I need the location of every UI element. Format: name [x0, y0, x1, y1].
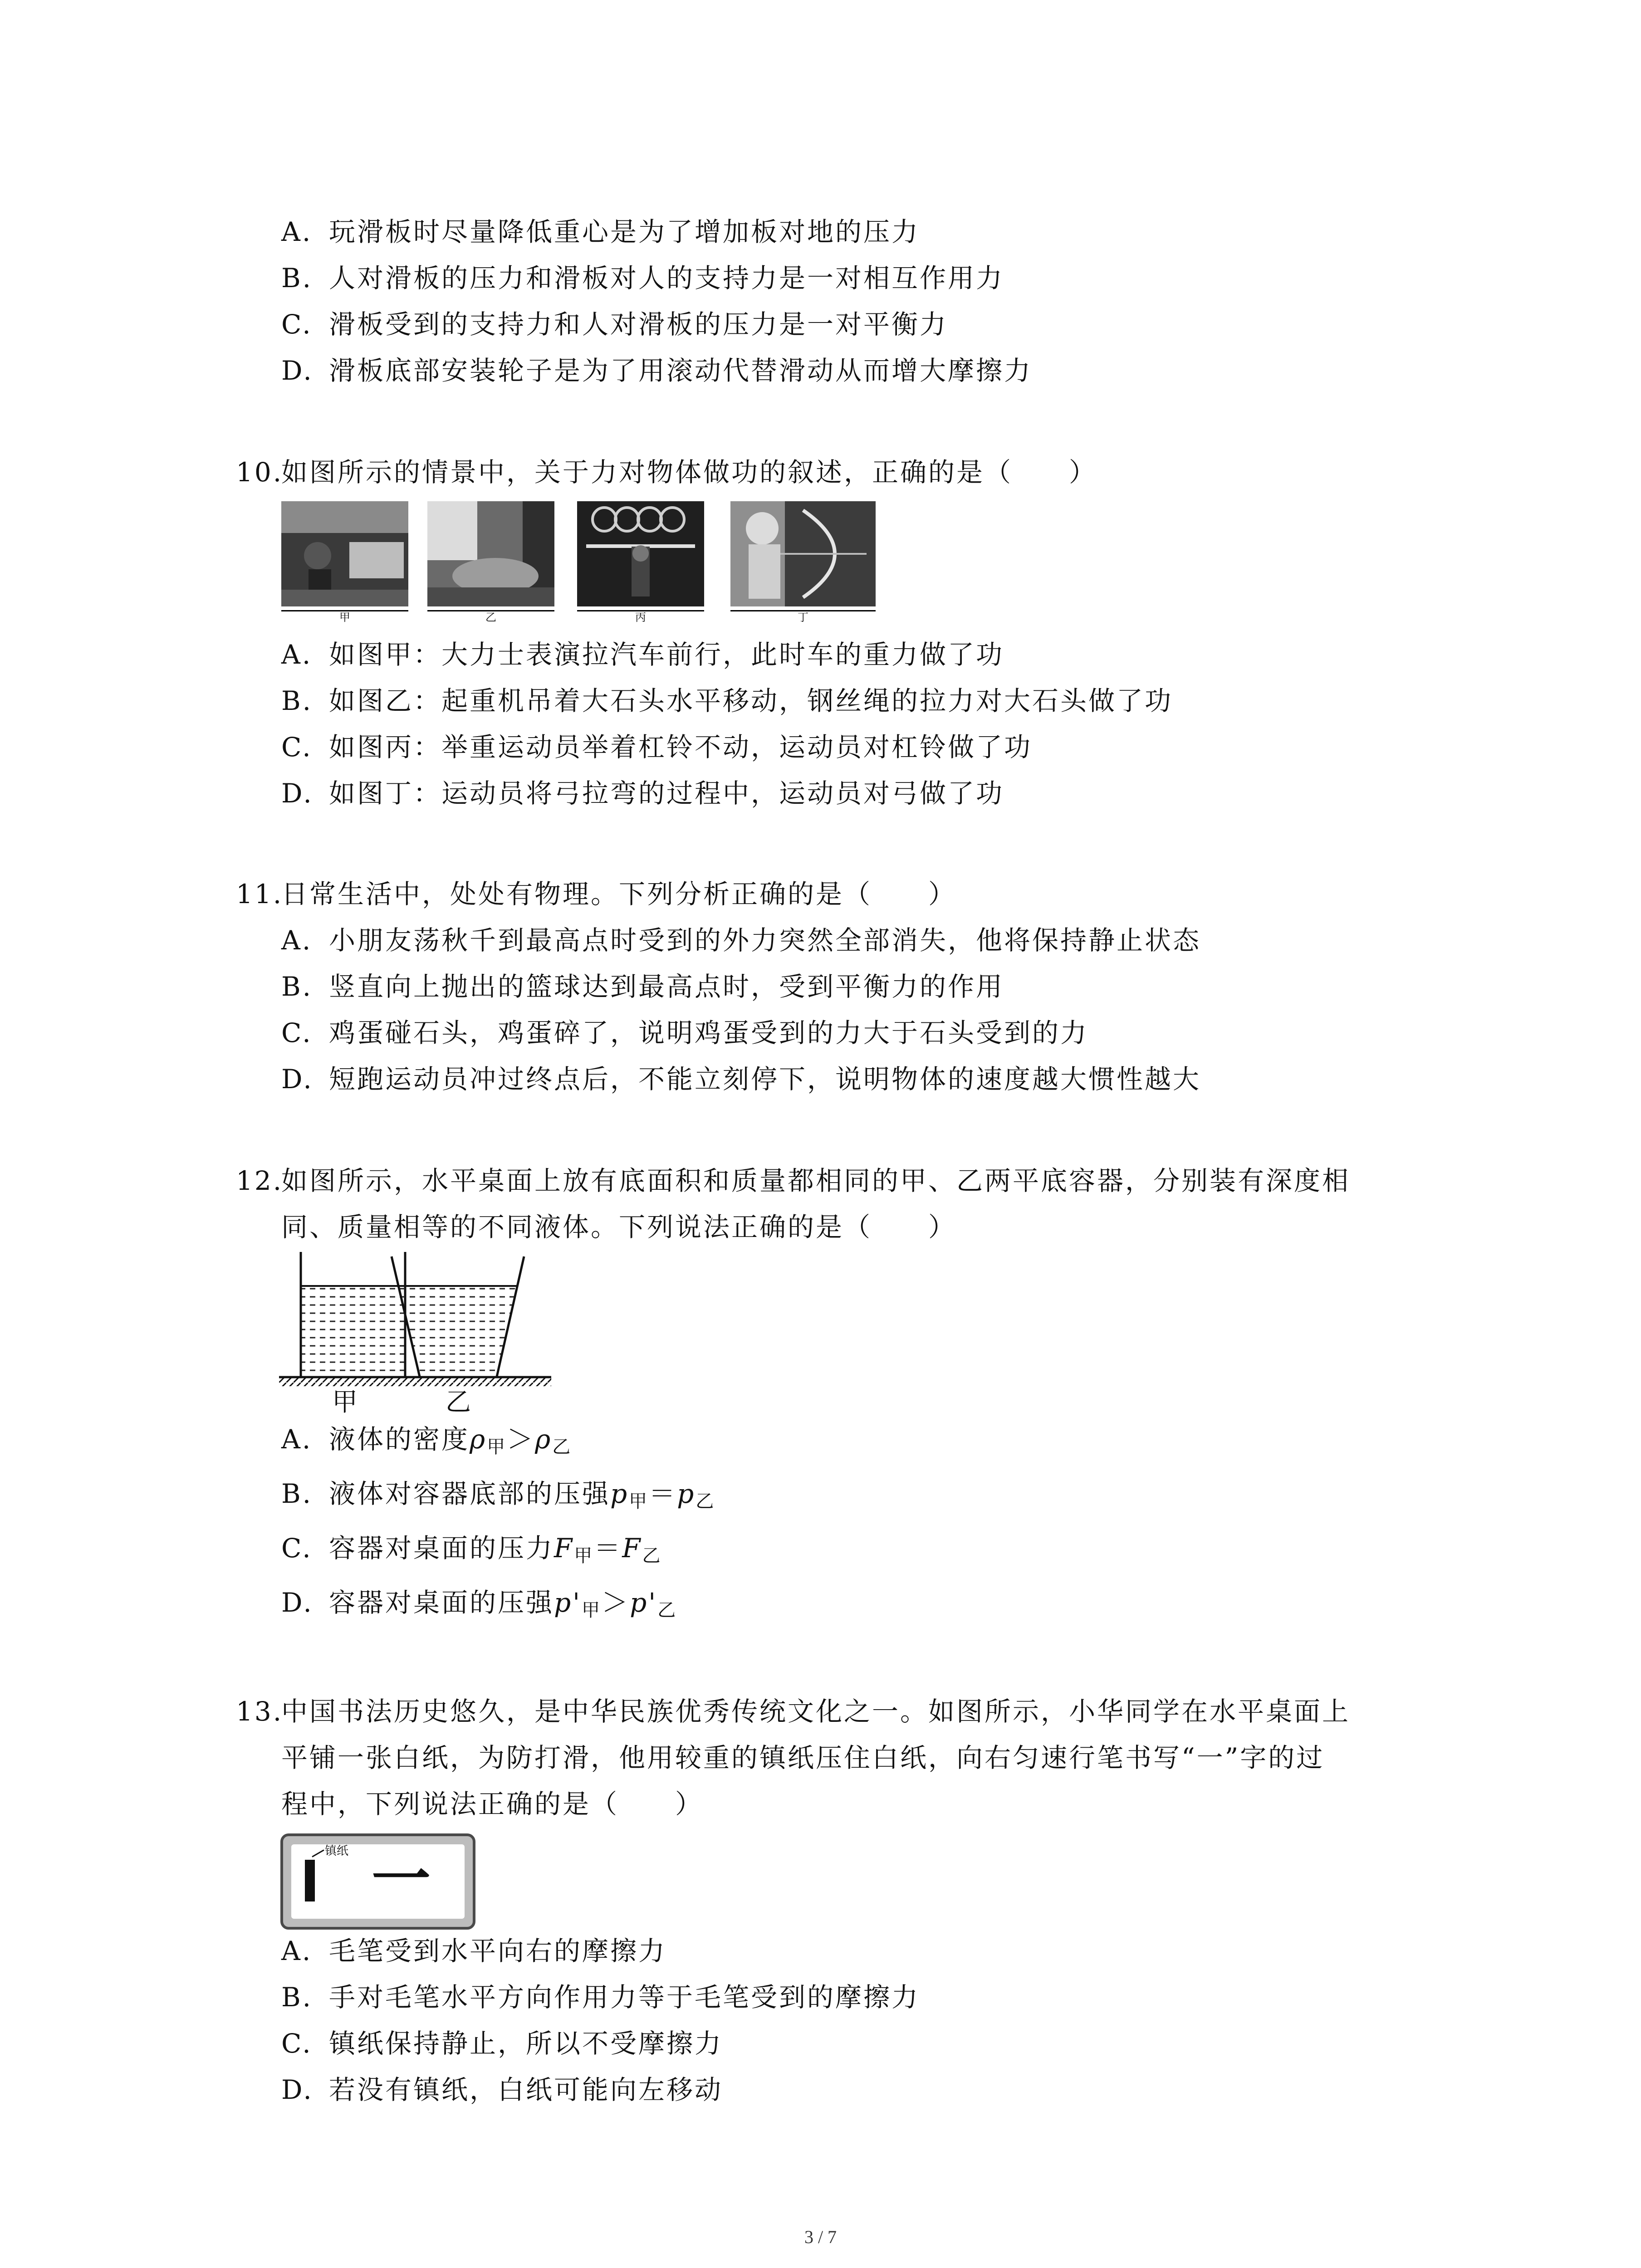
- q12-stem-line1: 12.如图所示，水平桌面上放有底面积和质量都相同的甲、乙两平底容器，分别装有深度相: [236, 1165, 1351, 1196]
- q10-photo-strip: [281, 501, 876, 633]
- photo-ding: [730, 501, 876, 606]
- caption-jia: 甲: [281, 610, 408, 623]
- q11-option-d: D. 短跑运动员冲过终点后，不能立刻停下，说明物体的速度越大惯性越大: [281, 1064, 1201, 1095]
- q13-stem-line1: 13.中国书法历史悠久，是中华民族优秀传统文化之一。如图所示，小华同学在水平桌面上: [236, 1696, 1351, 1727]
- q10-option-b: B. 如图乙：起重机吊着大石头水平移动，钢丝绳的拉力对大石头做了功: [281, 685, 1173, 716]
- q12-option-b: B. 液体对容器底部的压强$p_甲=p_乙$: [281, 1478, 716, 1512]
- q10-option-c: C. 如图丙：举重运动员举着杠铃不动，运动员对杠铃做了功: [281, 732, 1033, 763]
- q9-option-a: A. 玩滑板时尽量降低重心是为了增加板对地的压力: [281, 216, 920, 247]
- q12-stem-line2: 同、质量相等的不同液体。下列说法正确的是（ ）: [281, 1212, 957, 1242]
- q13-calligraphy-figure: [280, 1833, 475, 1930]
- q12-option-a: A. 液体的密度$\rho_甲>\rho_乙$: [281, 1424, 573, 1457]
- written-character: 一: [371, 1845, 431, 1914]
- caption-yi: 乙: [427, 610, 554, 623]
- caption-ding: 丁: [730, 610, 876, 623]
- q13-option-d: D. 若没有镇纸，白纸可能向左移动: [281, 2074, 723, 2105]
- q11-option-c: C. 鸡蛋碰石头，鸡蛋碎了，说明鸡蛋受到的力大于石头受到的力: [281, 1017, 1089, 1048]
- caption-bing: 丙: [577, 610, 704, 623]
- q11-option-a: A. 小朋友荡秋千到最高点时受到的外力突然全部消失，他将保持静止状态: [281, 925, 1201, 956]
- q11-stem: 11.日常生活中，处处有物理。下列分析正确的是（ ）: [236, 879, 957, 909]
- q10-stem: 10.如图所示的情景中，关于力对物体做功的叙述，正确的是（ ）: [236, 457, 1097, 488]
- q10-option-d: D. 如图丁：运动员将弓拉弯的过程中，运动员对弓做了功: [281, 778, 1004, 809]
- paperweight-label: 镇纸: [325, 1844, 349, 1858]
- q11-option-b: B. 竖直向上抛出的篮球达到最高点时，受到平衡力的作用: [281, 971, 1004, 1002]
- paperweight-block: [305, 1860, 315, 1901]
- q9-option-d: D. 滑板底部安装轮子是为了用滚动代替滑动从而增大摩擦力: [281, 355, 1033, 386]
- q12-label-jia: 甲: [332, 1388, 358, 1417]
- q13-option-c: C. 镇纸保持静止，所以不受摩擦力: [281, 2028, 723, 2059]
- q12-option-c: C. 容器对桌面的压力$F_甲=F_乙$: [281, 1533, 662, 1566]
- q9-option-c: C. 滑板受到的支持力和人对滑板的压力是一对平衡力: [281, 309, 948, 340]
- q13-option-a: A. 毛笔受到水平向右的摩擦力: [281, 1936, 667, 1966]
- photo-yi: [427, 501, 554, 606]
- q13-option-b: B. 手对毛笔水平方向作用力等于毛笔受到的摩擦力: [281, 1982, 920, 2013]
- photo-bing: [577, 501, 704, 606]
- q12-label-yi: 乙: [446, 1388, 471, 1417]
- q13-stem-line3: 程中，下列说法正确的是（ ）: [281, 1789, 704, 1819]
- q12-option-d: D. 容器对桌面的压强$p'_甲>p'_乙$: [281, 1587, 678, 1621]
- q12-containers-figure: [279, 1252, 560, 1420]
- q9-option-b: B. 人对滑板的压力和滑板对人的支持力是一对相互作用力: [281, 263, 1004, 293]
- q10-option-a: A. 如图甲：大力士表演拉汽车前行，此时车的重力做了功: [281, 639, 1004, 670]
- photo-jia: [281, 501, 408, 606]
- q13-stem-line2: 平铺一张白纸，为防打滑，他用较重的镇纸压住白纸，向右匀速行笔书写“一”字的过: [281, 1742, 1325, 1773]
- page-number: 3 / 7: [804, 2227, 837, 2247]
